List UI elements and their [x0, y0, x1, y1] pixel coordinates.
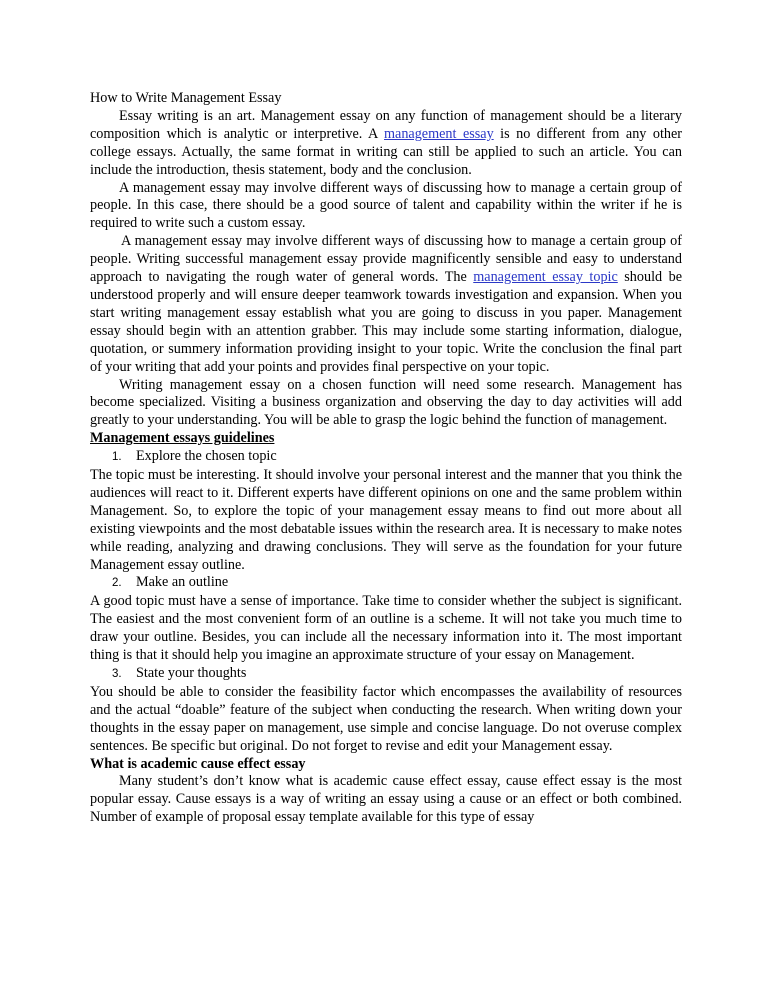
list-item-1-text: The topic must be interesting. It should involve your personal interest and the manner that you think the audiences will react to it. Different experts have different opinions on one and the same problem within Management. So, to explore the topic of your management essay means to find out more about all existing viewpoints and the most debatable issues within the research area. It is necessary to make notes while reading, analyzing and drawing conclusions. They will serve as the foundation for your future Management essay outline.: [90, 467, 682, 573]
paragraph-intro-text-1: Essay writing is an art. Management essay on any function of management should be a literary composition which is analytic or interpretive. A: [90, 107, 682, 142]
paragraph-2: A management essay may involve different ways of discussing how to manage a certain group of people. In this case, there should be a good source of talent and capability within the writer if he is required to write such a custom essay.: [90, 179, 682, 232]
guidelines-heading: Management essays guidelines: [90, 430, 275, 447]
list-number: 2.: [112, 577, 122, 590]
list-item-3: [90, 665, 682, 684]
paragraph-3: [90, 233, 682, 376]
list-item-title: Make an outline: [136, 574, 229, 591]
essay-title: How to Write Management Essay: [90, 90, 282, 106]
list-item-title: State your thoughts: [136, 665, 247, 681]
document-page: [90, 90, 682, 827]
paragraph-intro-text-2: is no different from any other college essays. Actually, the same format in writing can still be applied to such an article. You can include the introduction, thesis statement, body and the conclusion.: [90, 125, 683, 178]
list-item-3-text: You should be able to consider the feasibility factor which encompasses the availability of resources and the actual “doable” feature of the subject when conducting the research. When writing down your thoughts in the essay paper on management, use simple and concise language. Do not overuse complex sentences. Be specific but original. Do not forget to revise and edit your Management essay.: [90, 683, 682, 754]
list-item-2: [90, 574, 682, 593]
list-item-2-text: A good topic must have a sense of importance. Take time to consider whether the subject is significant. The easiest and the most convenient form of an outline is a scheme. It will not take you much time to draw your outline. Besides, you can include all the necessary information into it. The most important thing is that it should help you imagine an approximate structure of your essay on Management.: [90, 593, 682, 664]
list-number: 3.: [112, 668, 122, 680]
paragraph-3-text-1: A management essay may involve different ways of discussing how to manage a certain group of people. Writing successful management essay provide magnificently sensible and easy to understand approach to navigating the rough water of general words. The: [90, 233, 682, 286]
management-essay-topic-link[interactable]: management essay topic: [473, 269, 618, 286]
paragraph-intro: [90, 108, 682, 180]
management-essay-link[interactable]: management essay: [383, 125, 494, 142]
paragraph-last: Many student’s don’t know what is academic cause effect essay, cause effect essay is the most popular essay. Cause essays is a way of writing an essay using a cause or an effect or both combined. Number of example of proposal essay template available for this type of essay: [90, 773, 682, 826]
paragraph-3-text-2: should be understood properly and will ensure deeper teamwork towards investigation and expansion. When you start writing management essay establish what you are going to discuss in you paper. Management essay should begin with an attention grabber. This may include some starting information, dialogue, quotation, or summery information providing insight to your topic. Write the conclusion the final part of your writing that add your points and provides final perspective on your topic.: [90, 269, 682, 375]
list-number: 1.: [112, 451, 122, 464]
list-item-title: Explore the chosen topic: [136, 448, 277, 465]
paragraph-4: Writing management essay on a chosen function will need some research. Management has become specialized. Visiting a business organization and observing the day to day activities will add greatly to your understanding. You will be able to grasp the logic behind the function of management.: [90, 376, 682, 429]
list-item-1: [90, 448, 682, 467]
cause-effect-heading: What is academic cause effect essay: [90, 755, 306, 772]
